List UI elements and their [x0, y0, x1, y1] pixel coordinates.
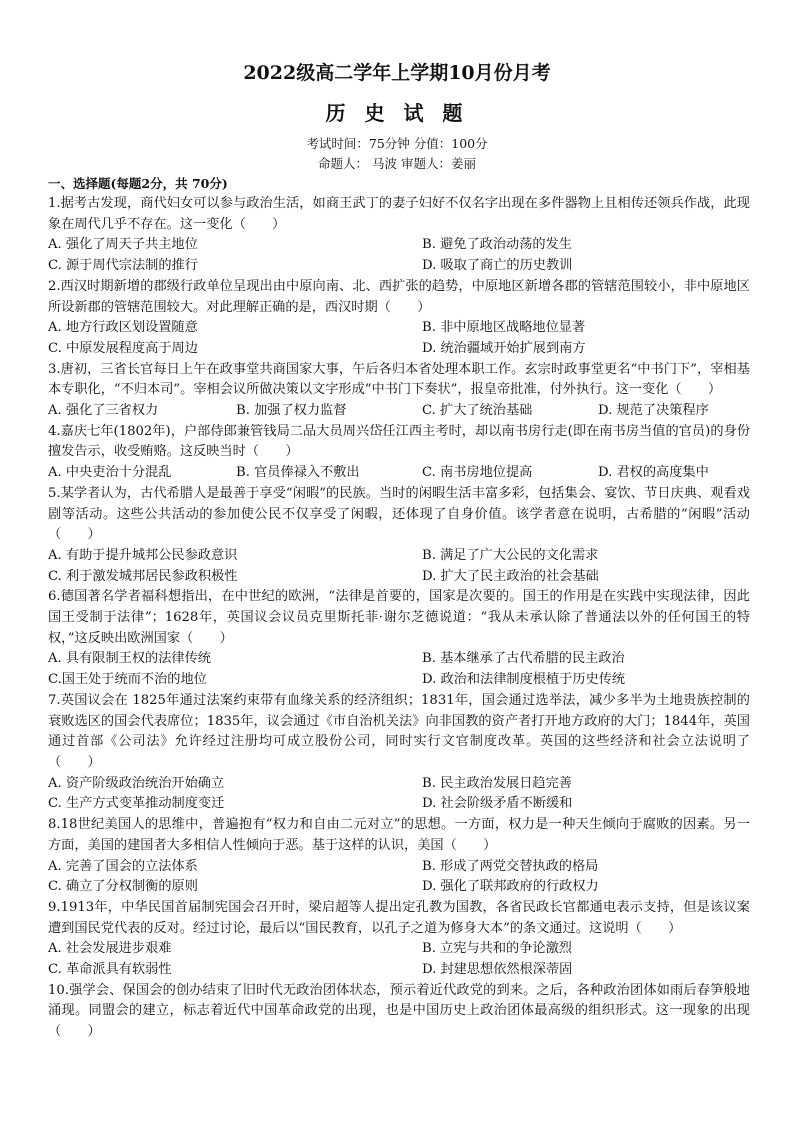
answer-option: C. 扩大了统治基础: [422, 403, 533, 419]
exam-title: 2022级高二学年上学期10月份月考: [243, 62, 551, 84]
answer-options: [48, 857, 750, 898]
answer-option: C. 革命派具有软弱性: [48, 962, 172, 978]
answer-option: A. 完善了国会的立法体系: [48, 858, 198, 874]
answer-option: C. 中原发展程度高于周边: [48, 340, 198, 356]
answer-option: B. 官员俸禄入不敷出: [236, 465, 360, 481]
answer-option: C. 利于激发城邦居民参政积极性: [48, 568, 238, 584]
question-2: [48, 277, 750, 360]
answer-options: [48, 774, 750, 815]
answer-option: D. 统治疆域开始扩展到南方: [422, 340, 586, 356]
answer-option: B. 满足了广大公民的文化需求: [422, 547, 599, 563]
answer-option: B. 加强了权力监督: [236, 403, 347, 419]
answer-option: D. 强化了联邦政府的行政权力: [422, 879, 599, 895]
answer-option: A. 具有限制王权的法律传统: [48, 651, 211, 667]
answer-option: D. 君权的高度集中: [598, 465, 709, 481]
answer-options: [48, 546, 750, 587]
exam-info: 考试时间：75分钟 分值：100分: [306, 136, 488, 151]
answer-option: A. 地方行政区划设置随意: [48, 320, 198, 336]
answer-option: C. 生产方式变革推动制度变迁: [48, 796, 225, 812]
answer-option: A. 中央吏治十分混乱: [48, 465, 172, 481]
answer-options: [48, 463, 750, 484]
answer-option: B. 非中原地区战略地位显著: [422, 320, 586, 336]
question-4: [48, 422, 750, 484]
answer-option: B. 避免了政治动荡的发生: [422, 237, 572, 253]
answer-option: A. 社会发展进步艰难: [48, 941, 172, 957]
question-stem: 8.18世纪美国人的思维中，普遍抱有“权力和自由二元对立”的思想。一方面，权力是一种天生倾向于腐败的因素。另一方面，美国的建国者大多相信人性倾向于恶。基于这样的认识，美国（ ）: [48, 817, 750, 853]
answer-option: A. 资产阶级政治统治开始确立: [48, 775, 225, 791]
answer-options: [48, 401, 750, 422]
answer-option: D. 社会阶级矛盾不断缓和: [422, 796, 573, 812]
question-10: [48, 981, 750, 1043]
question-stem: 6.德国著名学者福科想指出，在中世纪的欧洲，“法律是首要的，国家是次要的。国王的作用是在实践中实现法律，因此国王受制于法律”；1628年，英国议会议员克里斯托菲·谢尔芝德说道：“我从未承认除了普通法以外的任何国王的特权，”这反映出欧洲国家（ ）: [48, 589, 750, 646]
question-list: [48, 194, 750, 1043]
answer-option: D. 规范了决策程序: [598, 403, 709, 419]
exam-authors: 命题人： 马波 审题人：姜丽: [318, 156, 476, 171]
section-title: 一、选择题(每题2分，共 70分): [48, 176, 228, 191]
question-3: [48, 360, 750, 422]
answer-option: C. 源于周代宗法制的推行: [48, 258, 198, 274]
question-stem: 7.英国议会在 1825年通过法案约束带有血缘关系的经济组织；1831年，国会通过选举法，减少多半为土地贵族控制的衰败选区的国会代表席位；1835年，议会通过《市自治机关法》向非国教的资产者打开地方政府的大门；1844年，英国通过首部《公司法》允许经过注册均可成立股份公司，同时实行文官制度改革。英国的这些经济和社会立法说明了（ ）: [48, 692, 750, 770]
question-6: [48, 587, 750, 691]
answer-option: C. 南书房地位提高: [422, 465, 533, 481]
answer-option: D. 政治和法律制度根植于历史传统: [422, 672, 626, 688]
answer-option: D. 吸取了商亡的历史教训: [422, 258, 573, 274]
subject-title: 历 史 试 题: [325, 101, 469, 125]
question-stem: 1.据考古发现，商代妇女可以参与政治生活，如商王武丁的妻子妇好不仅名字出现在多件器物上且相传还领兵作战，此现象在周代几乎不存在。这一变化（ ）: [48, 196, 750, 232]
question-1: [48, 194, 750, 277]
answer-option: B. 基本继承了古代希腊的民主政治: [422, 651, 625, 667]
answer-option: B. 形成了两党交替执政的格局: [422, 858, 599, 874]
question-8: [48, 815, 750, 898]
question-9: [48, 898, 750, 981]
question-stem: 5.某学者认为，古代希腊人是最善于享受“闲暇”的民族。当时的闲暇生活丰富多彩，包括集会、宴饮、节日庆典、观看戏剧等活动。这些公共活动的参加使公民不仅享受了闲暇，还体现了自身价值。该学者意在说明，古希腊的“闲暇”活动（ ）: [48, 485, 750, 543]
answer-option: A. 强化了周天子共主地位: [48, 237, 198, 253]
question-stem: 2.西汉时期新增的郡级行政单位呈现出由中原向南、北、西扩张的趋势，中原地区新增各郡的管辖范围较小，非中原地区所设新郡的管辖范围较大。对此理解正确的是，西汉时期（ ）: [48, 278, 750, 315]
question-stem: 3.唐初，三省长官每日上午在政事堂共商国家大事，午后各归本省处理本职工作。玄宗时政事堂更名“中书门下”，宰相基本专职化，“不归本司”。宰相会议所做决策以文字形成“中书门下奏状”，报皇帝批准，付外执行。这一变化（ ）: [48, 361, 750, 398]
answer-option: B. 立宪与共和的争论激烈: [422, 941, 572, 957]
question-stem: 4.嘉庆七年(1802年)，户部侍郎兼管钱局二品大员周兴岱任江西主考时，却以南书房行走(即在南书房当值的官员)的身份擅发告示，收受贿赂。这反映当时（ ）: [48, 423, 750, 460]
answer-options: [48, 318, 750, 359]
answer-option: A. 强化了三省权力: [48, 403, 159, 419]
answer-options: [48, 939, 750, 980]
answer-option: B. 民主政治发展日趋完善: [422, 775, 572, 791]
answer-option: C. 确立了分权制衡的原则: [48, 879, 198, 895]
question-stem: 10.强学会、保国会的创办结束了旧时代无政治团体状态，预示着近代政党的到来。之后，各种政治团体如雨后春笋般地涌现。同盟会的建立，标志着近代中国革命政党的出现，也是中国历史上政治团体最高级的组织形式。这一现象的出现（ ）: [48, 982, 750, 1040]
answer-option: A. 有助于提升城邦公民参政意识: [48, 547, 238, 563]
answer-option: D. 封建思想依然根深蒂固: [422, 962, 573, 978]
question-stem: 9.1913年，中华民国首届制宪国会召开时，梁启超等人提出定孔教为国教，各省民政长官都通电表示支持，但是该议案遭到国民党代表的反对。经过讨论，最后以“国民教育，以孔子之道为修身大本”的条文通过。这说明（ ）: [48, 899, 750, 936]
answer-options: [48, 235, 750, 276]
question-5: [48, 484, 750, 588]
answer-option: C.国王处于统而不治的地位: [48, 672, 207, 688]
answer-option: D. 扩大了民主政治的社会基础: [422, 568, 599, 584]
question-7: [48, 691, 750, 815]
answer-options: [48, 649, 750, 690]
